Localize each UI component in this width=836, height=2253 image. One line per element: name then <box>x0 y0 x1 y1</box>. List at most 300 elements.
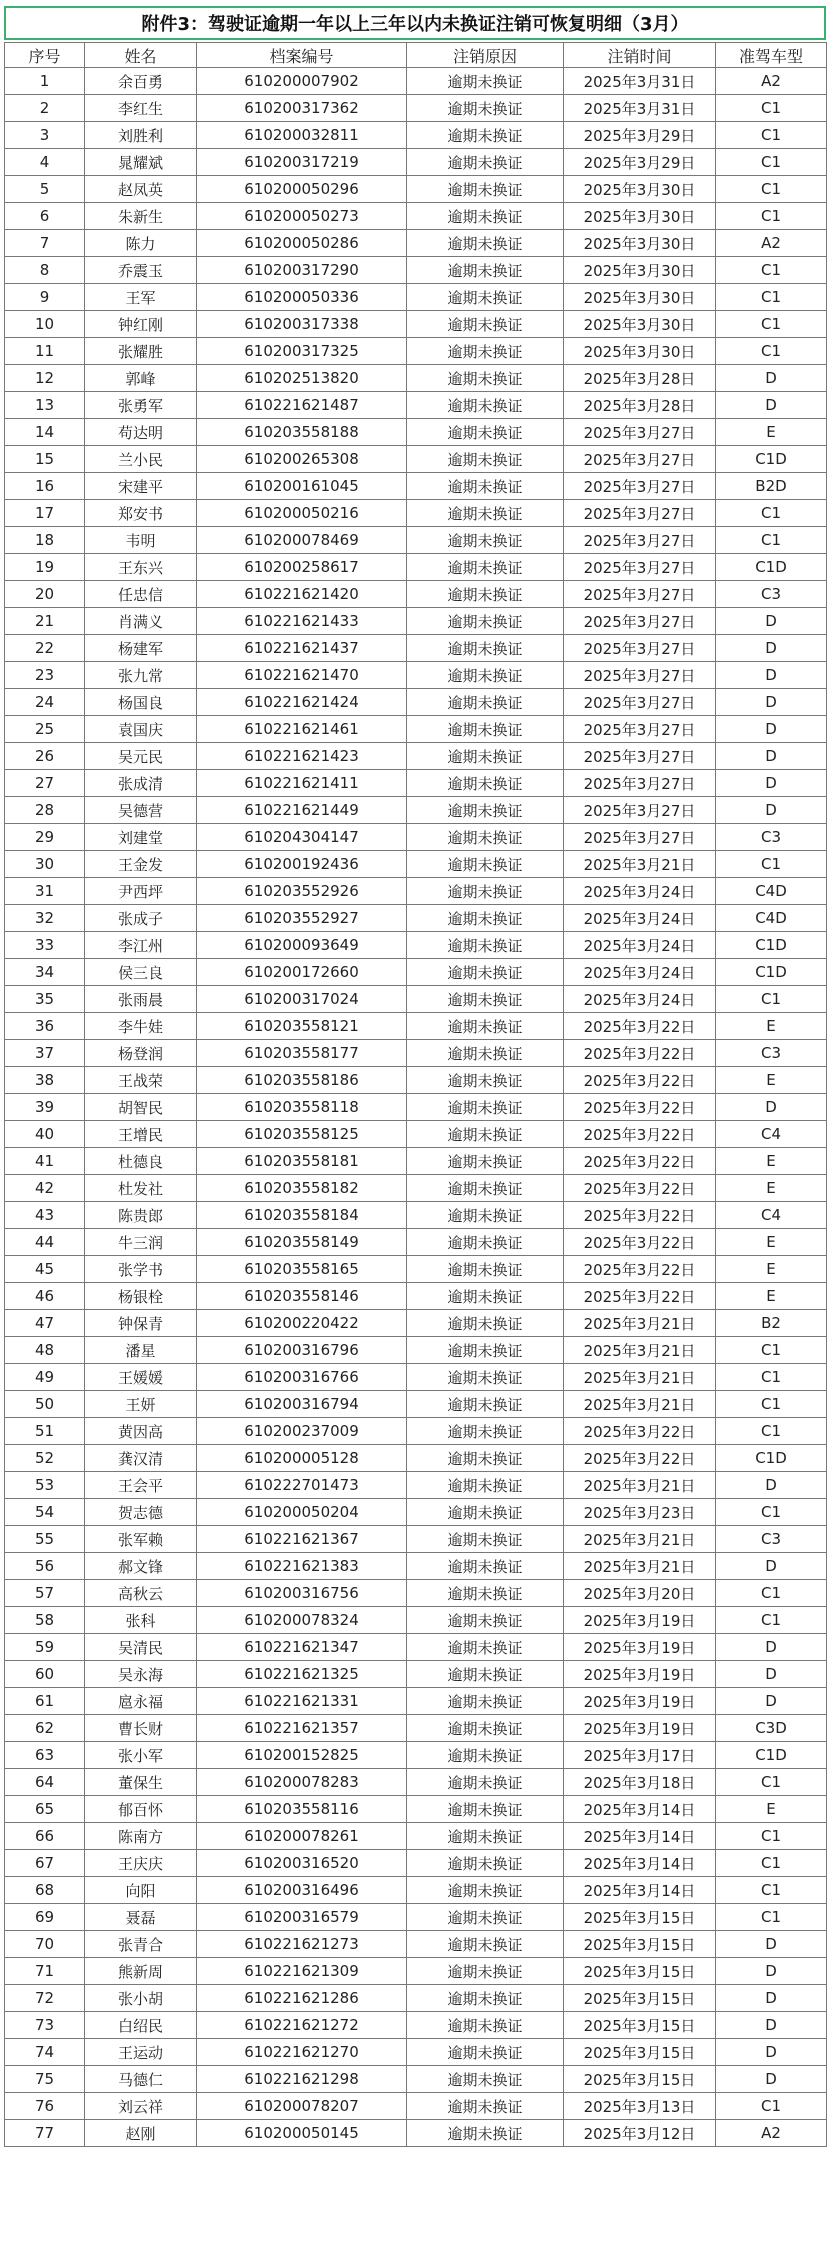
cell-name[interactable]: 钟红刚 <box>85 311 197 338</box>
cell-index[interactable]: 26 <box>5 743 85 770</box>
cell-date[interactable]: 2025年3月27日 <box>564 581 716 608</box>
cell-license-class[interactable]: D <box>716 797 827 824</box>
cell-reason[interactable]: 逾期未换证 <box>407 1850 564 1877</box>
cell-index[interactable]: 45 <box>5 1256 85 1283</box>
cell-file-number[interactable]: 610200316794 <box>197 1391 407 1418</box>
cell-license-class[interactable]: D <box>716 1094 827 1121</box>
cell-name[interactable]: 王妍 <box>85 1391 197 1418</box>
cell-reason[interactable]: 逾期未换证 <box>407 1688 564 1715</box>
cell-license-class[interactable]: B2D <box>716 473 827 500</box>
cell-file-number[interactable]: 610203558149 <box>197 1229 407 1256</box>
cell-date[interactable]: 2025年3月27日 <box>564 473 716 500</box>
cell-reason[interactable]: 逾期未换证 <box>407 824 564 851</box>
cell-reason[interactable]: 逾期未换证 <box>407 203 564 230</box>
cell-name[interactable]: 郁百怀 <box>85 1796 197 1823</box>
cell-date[interactable]: 2025年3月22日 <box>564 1148 716 1175</box>
cell-date[interactable]: 2025年3月21日 <box>564 851 716 878</box>
cell-name[interactable]: 王战荣 <box>85 1067 197 1094</box>
cell-license-class[interactable]: E <box>716 1067 827 1094</box>
cell-date[interactable]: 2025年3月29日 <box>564 122 716 149</box>
cell-date[interactable]: 2025年3月15日 <box>564 1958 716 1985</box>
cell-license-class[interactable]: C1 <box>716 1877 827 1904</box>
cell-name[interactable]: 向阳 <box>85 1877 197 1904</box>
cell-license-class[interactable]: C1 <box>716 1418 827 1445</box>
cell-name[interactable]: 宋建平 <box>85 473 197 500</box>
cell-date[interactable]: 2025年3月15日 <box>564 2039 716 2066</box>
cell-reason[interactable]: 逾期未换证 <box>407 230 564 257</box>
cell-file-number[interactable]: 610200050216 <box>197 500 407 527</box>
cell-license-class[interactable]: C1D <box>716 1445 827 1472</box>
cell-date[interactable]: 2025年3月14日 <box>564 1823 716 1850</box>
cell-reason[interactable]: 逾期未换证 <box>407 1202 564 1229</box>
cell-index[interactable]: 33 <box>5 932 85 959</box>
cell-date[interactable]: 2025年3月22日 <box>564 1418 716 1445</box>
cell-index[interactable]: 39 <box>5 1094 85 1121</box>
cell-reason[interactable]: 逾期未换证 <box>407 1877 564 1904</box>
cell-name[interactable]: 余百勇 <box>85 68 197 95</box>
cell-file-number[interactable]: 610203558118 <box>197 1094 407 1121</box>
cell-license-class[interactable]: C1 <box>716 1337 827 1364</box>
cell-file-number[interactable]: 610200192436 <box>197 851 407 878</box>
cell-date[interactable]: 2025年3月22日 <box>564 1256 716 1283</box>
cell-license-class[interactable]: D <box>716 1958 827 1985</box>
cell-file-number[interactable]: 610200317290 <box>197 257 407 284</box>
cell-file-number[interactable]: 610221621487 <box>197 392 407 419</box>
cell-index[interactable]: 64 <box>5 1769 85 1796</box>
cell-name[interactable]: 李牛娃 <box>85 1013 197 1040</box>
cell-index[interactable]: 71 <box>5 1958 85 1985</box>
cell-file-number[interactable]: 610200050286 <box>197 230 407 257</box>
cell-name[interactable]: 赵刚 <box>85 2120 197 2147</box>
cell-name[interactable]: 黄因高 <box>85 1418 197 1445</box>
cell-file-number[interactable]: 610200050204 <box>197 1499 407 1526</box>
cell-date[interactable]: 2025年3月31日 <box>564 68 716 95</box>
cell-name[interactable]: 张雨晨 <box>85 986 197 1013</box>
cell-name[interactable]: 熊新周 <box>85 1958 197 1985</box>
cell-date[interactable]: 2025年3月27日 <box>564 554 716 581</box>
cell-reason[interactable]: 逾期未换证 <box>407 392 564 419</box>
cell-file-number[interactable]: 610221621357 <box>197 1715 407 1742</box>
cell-name[interactable]: 董保生 <box>85 1769 197 1796</box>
cell-index[interactable]: 61 <box>5 1688 85 1715</box>
cell-index[interactable]: 66 <box>5 1823 85 1850</box>
cell-reason[interactable]: 逾期未换证 <box>407 2093 564 2120</box>
cell-date[interactable]: 2025年3月19日 <box>564 1607 716 1634</box>
cell-license-class[interactable]: E <box>716 1283 827 1310</box>
cell-license-class[interactable]: B2 <box>716 1310 827 1337</box>
cell-reason[interactable]: 逾期未换证 <box>407 284 564 311</box>
cell-file-number[interactable]: 610221621433 <box>197 608 407 635</box>
cell-index[interactable]: 62 <box>5 1715 85 1742</box>
cell-reason[interactable]: 逾期未换证 <box>407 932 564 959</box>
cell-file-number[interactable]: 610221621347 <box>197 1634 407 1661</box>
cell-date[interactable]: 2025年3月21日 <box>564 1364 716 1391</box>
cell-name[interactable]: 曹长财 <box>85 1715 197 1742</box>
cell-file-number[interactable]: 610203558177 <box>197 1040 407 1067</box>
cell-reason[interactable]: 逾期未换证 <box>407 1904 564 1931</box>
cell-file-number[interactable]: 610221621272 <box>197 2012 407 2039</box>
cell-date[interactable]: 2025年3月27日 <box>564 716 716 743</box>
cell-name[interactable]: 杜德良 <box>85 1148 197 1175</box>
cell-index[interactable]: 25 <box>5 716 85 743</box>
cell-index[interactable]: 4 <box>5 149 85 176</box>
cell-name[interactable]: 张小胡 <box>85 1985 197 2012</box>
cell-license-class[interactable]: C1 <box>716 500 827 527</box>
cell-license-class[interactable]: C1 <box>716 176 827 203</box>
cell-date[interactable]: 2025年3月22日 <box>564 1067 716 1094</box>
cell-reason[interactable]: 逾期未换证 <box>407 419 564 446</box>
cell-index[interactable]: 16 <box>5 473 85 500</box>
cell-file-number[interactable]: 610200172660 <box>197 959 407 986</box>
cell-index[interactable]: 63 <box>5 1742 85 1769</box>
cell-index[interactable]: 43 <box>5 1202 85 1229</box>
cell-name[interactable]: 王军 <box>85 284 197 311</box>
cell-file-number[interactable]: 610221621331 <box>197 1688 407 1715</box>
cell-name[interactable]: 任忠信 <box>85 581 197 608</box>
cell-reason[interactable]: 逾期未换证 <box>407 716 564 743</box>
cell-date[interactable]: 2025年3月22日 <box>564 1175 716 1202</box>
cell-license-class[interactable]: D <box>716 770 827 797</box>
cell-license-class[interactable]: C1 <box>716 203 827 230</box>
cell-index[interactable]: 57 <box>5 1580 85 1607</box>
cell-reason[interactable]: 逾期未换证 <box>407 797 564 824</box>
cell-reason[interactable]: 逾期未换证 <box>407 1931 564 1958</box>
cell-reason[interactable]: 逾期未换证 <box>407 905 564 932</box>
cell-date[interactable]: 2025年3月15日 <box>564 1904 716 1931</box>
cell-name[interactable]: 刘云祥 <box>85 2093 197 2120</box>
cell-index[interactable]: 36 <box>5 1013 85 1040</box>
cell-index[interactable]: 5 <box>5 176 85 203</box>
cell-name[interactable]: 郝文锋 <box>85 1553 197 1580</box>
cell-file-number[interactable]: 610200007902 <box>197 68 407 95</box>
cell-license-class[interactable]: C1 <box>716 257 827 284</box>
cell-name[interactable]: 刘胜利 <box>85 122 197 149</box>
cell-reason[interactable]: 逾期未换证 <box>407 1337 564 1364</box>
cell-index[interactable]: 18 <box>5 527 85 554</box>
cell-name[interactable]: 肖满义 <box>85 608 197 635</box>
cell-date[interactable]: 2025年3月27日 <box>564 743 716 770</box>
cell-date[interactable]: 2025年3月24日 <box>564 878 716 905</box>
cell-index[interactable]: 54 <box>5 1499 85 1526</box>
cell-date[interactable]: 2025年3月21日 <box>564 1310 716 1337</box>
cell-file-number[interactable]: 610200050273 <box>197 203 407 230</box>
cell-file-number[interactable]: 610203558181 <box>197 1148 407 1175</box>
cell-reason[interactable]: 逾期未换证 <box>407 1769 564 1796</box>
cell-license-class[interactable]: D <box>716 2012 827 2039</box>
cell-reason[interactable]: 逾期未换证 <box>407 1823 564 1850</box>
cell-reason[interactable]: 逾期未换证 <box>407 95 564 122</box>
cell-date[interactable]: 2025年3月27日 <box>564 446 716 473</box>
cell-reason[interactable]: 逾期未换证 <box>407 1661 564 1688</box>
cell-file-number[interactable]: 610200093649 <box>197 932 407 959</box>
cell-name[interactable]: 吴元民 <box>85 743 197 770</box>
cell-file-number[interactable]: 610221621309 <box>197 1958 407 1985</box>
cell-reason[interactable]: 逾期未换证 <box>407 68 564 95</box>
cell-index[interactable]: 21 <box>5 608 85 635</box>
cell-index[interactable]: 3 <box>5 122 85 149</box>
cell-date[interactable]: 2025年3月24日 <box>564 959 716 986</box>
cell-license-class[interactable]: C1 <box>716 851 827 878</box>
cell-index[interactable]: 32 <box>5 905 85 932</box>
cell-date[interactable]: 2025年3月27日 <box>564 608 716 635</box>
cell-index[interactable]: 46 <box>5 1283 85 1310</box>
cell-reason[interactable]: 逾期未换证 <box>407 2120 564 2147</box>
cell-reason[interactable]: 逾期未换证 <box>407 2066 564 2093</box>
cell-date[interactable]: 2025年3月23日 <box>564 1499 716 1526</box>
cell-name[interactable]: 张耀胜 <box>85 338 197 365</box>
cell-index[interactable]: 41 <box>5 1148 85 1175</box>
cell-file-number[interactable]: 610221621270 <box>197 2039 407 2066</box>
cell-license-class[interactable]: D <box>716 1553 827 1580</box>
cell-file-number[interactable]: 610200050336 <box>197 284 407 311</box>
cell-date[interactable]: 2025年3月19日 <box>564 1688 716 1715</box>
cell-name[interactable]: 陈力 <box>85 230 197 257</box>
cell-name[interactable]: 龚汉清 <box>85 1445 197 1472</box>
cell-license-class[interactable]: C1 <box>716 1904 827 1931</box>
cell-file-number[interactable]: 610221621461 <box>197 716 407 743</box>
cell-date[interactable]: 2025年3月22日 <box>564 1445 716 1472</box>
cell-name[interactable]: 刘建堂 <box>85 824 197 851</box>
cell-file-number[interactable]: 610200078207 <box>197 2093 407 2120</box>
cell-index[interactable]: 38 <box>5 1067 85 1094</box>
cell-license-class[interactable]: C1 <box>716 1823 827 1850</box>
cell-license-class[interactable]: C3D <box>716 1715 827 1742</box>
cell-date[interactable]: 2025年3月27日 <box>564 824 716 851</box>
cell-file-number[interactable]: 610200317325 <box>197 338 407 365</box>
cell-license-class[interactable]: D <box>716 2066 827 2093</box>
cell-name[interactable]: 牛三润 <box>85 1229 197 1256</box>
cell-file-number[interactable]: 610200317362 <box>197 95 407 122</box>
cell-index[interactable]: 67 <box>5 1850 85 1877</box>
cell-reason[interactable]: 逾期未换证 <box>407 527 564 554</box>
cell-index[interactable]: 75 <box>5 2066 85 2093</box>
cell-name[interactable]: 郭峰 <box>85 365 197 392</box>
cell-name[interactable]: 潘星 <box>85 1337 197 1364</box>
cell-date[interactable]: 2025年3月20日 <box>564 1580 716 1607</box>
cell-reason[interactable]: 逾期未换证 <box>407 1148 564 1175</box>
cell-name[interactable]: 侯三良 <box>85 959 197 986</box>
cell-date[interactable]: 2025年3月28日 <box>564 392 716 419</box>
cell-name[interactable]: 李江州 <box>85 932 197 959</box>
cell-name[interactable]: 杨建军 <box>85 635 197 662</box>
cell-index[interactable]: 15 <box>5 446 85 473</box>
cell-index[interactable]: 17 <box>5 500 85 527</box>
cell-index[interactable]: 47 <box>5 1310 85 1337</box>
cell-name[interactable]: 杜发社 <box>85 1175 197 1202</box>
cell-reason[interactable]: 逾期未换证 <box>407 662 564 689</box>
cell-file-number[interactable]: 610203558186 <box>197 1067 407 1094</box>
cell-index[interactable]: 37 <box>5 1040 85 1067</box>
cell-license-class[interactable]: A2 <box>716 230 827 257</box>
cell-index[interactable]: 44 <box>5 1229 85 1256</box>
cell-index[interactable]: 65 <box>5 1796 85 1823</box>
cell-license-class[interactable]: D <box>716 2039 827 2066</box>
cell-date[interactable]: 2025年3月31日 <box>564 95 716 122</box>
cell-date[interactable]: 2025年3月27日 <box>564 797 716 824</box>
cell-reason[interactable]: 逾期未换证 <box>407 1634 564 1661</box>
cell-license-class[interactable]: C1 <box>716 527 827 554</box>
cell-file-number[interactable]: 610221621423 <box>197 743 407 770</box>
cell-file-number[interactable]: 610203558125 <box>197 1121 407 1148</box>
cell-license-class[interactable]: C1 <box>716 986 827 1013</box>
cell-name[interactable]: 杨登润 <box>85 1040 197 1067</box>
cell-reason[interactable]: 逾期未换证 <box>407 1391 564 1418</box>
cell-reason[interactable]: 逾期未换证 <box>407 1067 564 1094</box>
cell-date[interactable]: 2025年3月21日 <box>564 1337 716 1364</box>
cell-file-number[interactable]: 610200316766 <box>197 1364 407 1391</box>
cell-reason[interactable]: 逾期未换证 <box>407 446 564 473</box>
cell-license-class[interactable]: C3 <box>716 581 827 608</box>
cell-license-class[interactable]: C3 <box>716 1526 827 1553</box>
cell-file-number[interactable]: 610204304147 <box>197 824 407 851</box>
cell-date[interactable]: 2025年3月30日 <box>564 284 716 311</box>
cell-reason[interactable]: 逾期未换证 <box>407 1553 564 1580</box>
cell-reason[interactable]: 逾期未换证 <box>407 878 564 905</box>
cell-index[interactable]: 28 <box>5 797 85 824</box>
cell-file-number[interactable]: 610200316579 <box>197 1904 407 1931</box>
cell-name[interactable]: 高秋云 <box>85 1580 197 1607</box>
cell-license-class[interactable]: C1 <box>716 95 827 122</box>
cell-license-class[interactable]: C1 <box>716 284 827 311</box>
cell-file-number[interactable]: 610200078324 <box>197 1607 407 1634</box>
cell-index[interactable]: 1 <box>5 68 85 95</box>
cell-file-number[interactable]: 610200078469 <box>197 527 407 554</box>
cell-date[interactable]: 2025年3月30日 <box>564 176 716 203</box>
cell-reason[interactable]: 逾期未换证 <box>407 1094 564 1121</box>
cell-file-number[interactable]: 610221621286 <box>197 1985 407 2012</box>
cell-index[interactable]: 59 <box>5 1634 85 1661</box>
cell-file-number[interactable]: 610221621411 <box>197 770 407 797</box>
cell-reason[interactable]: 逾期未换证 <box>407 2012 564 2039</box>
cell-index[interactable]: 51 <box>5 1418 85 1445</box>
cell-license-class[interactable]: D <box>716 1472 827 1499</box>
cell-name[interactable]: 袁国庆 <box>85 716 197 743</box>
header-license-class[interactable]: 准驾车型 <box>716 43 827 68</box>
cell-file-number[interactable]: 610200152825 <box>197 1742 407 1769</box>
cell-index[interactable]: 14 <box>5 419 85 446</box>
cell-index[interactable]: 34 <box>5 959 85 986</box>
cell-date[interactable]: 2025年3月12日 <box>564 2120 716 2147</box>
cell-license-class[interactable]: C1D <box>716 554 827 581</box>
cell-name[interactable]: 朱新生 <box>85 203 197 230</box>
cell-index[interactable]: 49 <box>5 1364 85 1391</box>
cell-index[interactable]: 10 <box>5 311 85 338</box>
cell-reason[interactable]: 逾期未换证 <box>407 2039 564 2066</box>
cell-date[interactable]: 2025年3月17日 <box>564 1742 716 1769</box>
cell-file-number[interactable]: 610203558116 <box>197 1796 407 1823</box>
cell-reason[interactable]: 逾期未换证 <box>407 1418 564 1445</box>
header-reason[interactable]: 注销原因 <box>407 43 564 68</box>
cell-name[interactable]: 李红生 <box>85 95 197 122</box>
cell-date[interactable]: 2025年3月22日 <box>564 1202 716 1229</box>
cell-date[interactable]: 2025年3月22日 <box>564 1229 716 1256</box>
cell-file-number[interactable]: 610221621424 <box>197 689 407 716</box>
cell-reason[interactable]: 逾期未换证 <box>407 1472 564 1499</box>
cell-name[interactable]: 吴永海 <box>85 1661 197 1688</box>
cell-file-number[interactable]: 610200050145 <box>197 2120 407 2147</box>
cell-license-class[interactable]: D <box>716 635 827 662</box>
cell-name[interactable]: 王会平 <box>85 1472 197 1499</box>
cell-file-number[interactable]: 610203558182 <box>197 1175 407 1202</box>
cell-index[interactable]: 24 <box>5 689 85 716</box>
header-date[interactable]: 注销时间 <box>564 43 716 68</box>
cell-license-class[interactable]: D <box>716 1985 827 2012</box>
cell-date[interactable]: 2025年3月22日 <box>564 1013 716 1040</box>
cell-license-class[interactable]: C1D <box>716 959 827 986</box>
cell-file-number[interactable]: 610221621420 <box>197 581 407 608</box>
cell-file-number[interactable]: 610203552926 <box>197 878 407 905</box>
cell-index[interactable]: 29 <box>5 824 85 851</box>
cell-license-class[interactable]: C1D <box>716 932 827 959</box>
cell-name[interactable]: 杨国良 <box>85 689 197 716</box>
cell-license-class[interactable]: C4D <box>716 878 827 905</box>
cell-file-number[interactable]: 610200317024 <box>197 986 407 1013</box>
cell-file-number[interactable]: 610203552927 <box>197 905 407 932</box>
cell-license-class[interactable]: D <box>716 1661 827 1688</box>
cell-name[interactable]: 韦明 <box>85 527 197 554</box>
cell-license-class[interactable]: E <box>716 1256 827 1283</box>
cell-date[interactable]: 2025年3月24日 <box>564 905 716 932</box>
cell-file-number[interactable]: 610200161045 <box>197 473 407 500</box>
cell-reason[interactable]: 逾期未换证 <box>407 473 564 500</box>
cell-name[interactable]: 尹西坪 <box>85 878 197 905</box>
cell-file-number[interactable]: 610200265308 <box>197 446 407 473</box>
cell-file-number[interactable]: 610221621273 <box>197 1931 407 1958</box>
cell-file-number[interactable]: 610202513820 <box>197 365 407 392</box>
cell-index[interactable]: 30 <box>5 851 85 878</box>
cell-name[interactable]: 马德仁 <box>85 2066 197 2093</box>
cell-reason[interactable]: 逾期未换证 <box>407 176 564 203</box>
cell-name[interactable]: 张青合 <box>85 1931 197 1958</box>
cell-date[interactable]: 2025年3月21日 <box>564 1526 716 1553</box>
cell-license-class[interactable]: C3 <box>716 824 827 851</box>
cell-license-class[interactable]: D <box>716 716 827 743</box>
cell-reason[interactable]: 逾期未换证 <box>407 770 564 797</box>
cell-index[interactable]: 73 <box>5 2012 85 2039</box>
cell-date[interactable]: 2025年3月22日 <box>564 1094 716 1121</box>
cell-index[interactable]: 42 <box>5 1175 85 1202</box>
cell-date[interactable]: 2025年3月30日 <box>564 338 716 365</box>
cell-name[interactable]: 杨银栓 <box>85 1283 197 1310</box>
cell-reason[interactable]: 逾期未换证 <box>407 149 564 176</box>
cell-date[interactable]: 2025年3月28日 <box>564 365 716 392</box>
cell-license-class[interactable]: D <box>716 743 827 770</box>
cell-reason[interactable]: 逾期未换证 <box>407 1445 564 1472</box>
cell-license-class[interactable]: C1 <box>716 149 827 176</box>
cell-license-class[interactable]: E <box>716 1013 827 1040</box>
cell-license-class[interactable]: C1 <box>716 1580 827 1607</box>
cell-file-number[interactable]: 610200237009 <box>197 1418 407 1445</box>
cell-file-number[interactable]: 610200050296 <box>197 176 407 203</box>
cell-name[interactable]: 张成子 <box>85 905 197 932</box>
cell-license-class[interactable]: D <box>716 662 827 689</box>
cell-license-class[interactable]: E <box>716 1796 827 1823</box>
cell-file-number[interactable]: 610200005128 <box>197 1445 407 1472</box>
cell-index[interactable]: 68 <box>5 1877 85 1904</box>
cell-date[interactable]: 2025年3月30日 <box>564 230 716 257</box>
cell-name[interactable]: 赵凤英 <box>85 176 197 203</box>
cell-name[interactable]: 陈贵郎 <box>85 1202 197 1229</box>
cell-name[interactable]: 胡智民 <box>85 1094 197 1121</box>
cell-file-number[interactable]: 610221621298 <box>197 2066 407 2093</box>
cell-file-number[interactable]: 610200316796 <box>197 1337 407 1364</box>
cell-date[interactable]: 2025年3月27日 <box>564 635 716 662</box>
header-name[interactable]: 姓名 <box>85 43 197 68</box>
cell-reason[interactable]: 逾期未换证 <box>407 1607 564 1634</box>
cell-name[interactable]: 晁耀斌 <box>85 149 197 176</box>
cell-name[interactable]: 郑安书 <box>85 500 197 527</box>
cell-file-number[interactable]: 610200078283 <box>197 1769 407 1796</box>
